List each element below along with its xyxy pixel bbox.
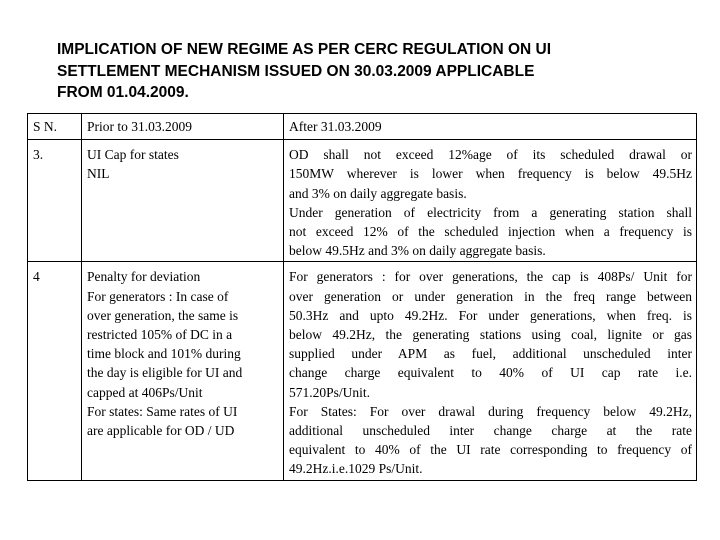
cell-line: are applicable for OD / UD <box>87 423 235 439</box>
cell-line: supplied under APM as fuel, additional unscheduled inter <box>289 346 692 362</box>
cell-line: over generation or under generation in the freq range between <box>289 288 692 304</box>
row-prior-cell <box>82 262 284 480</box>
cell-line: and 3% on daily aggregate basis. <box>289 185 467 201</box>
cell-line: over generation, the same is <box>87 307 239 323</box>
regulation-table <box>27 113 697 481</box>
cell-line: For states: Same rates of UI <box>87 403 238 419</box>
cell-line: 150MW wherever is lower when frequency is below 49.5Hz <box>289 166 692 182</box>
cell-line: restricted 105% of DC in a <box>87 327 233 343</box>
cell-line: 50.3Hz and upto 49.2Hz. For under generations, when freq. is <box>289 307 692 323</box>
row-after-cell <box>284 262 697 480</box>
cell-line: UI Cap for states <box>87 147 179 163</box>
cell-line: For States: For over drawal during frequency below 49.2Hz, <box>289 403 692 419</box>
cell-line: Under generation of electricity from a generating station shall <box>289 204 692 220</box>
cell-line: additional unscheduled inter change charge at the rate <box>289 423 692 439</box>
cell-line: capped at 406Ps/Unit <box>87 384 203 400</box>
cell-line: not exceed 12% of the scheduled injection when a frequency is <box>289 224 692 240</box>
row-sn: 4 <box>28 262 82 480</box>
cell-line: equivalent to 40% of the UI rate corresponding to frequency of <box>289 442 692 458</box>
header-sn: S N. <box>28 114 82 140</box>
cell-line: OD shall not exceed 12%age of its scheduled drawal or <box>289 147 692 163</box>
table-header-row <box>28 114 697 140</box>
title-line: IMPLICATION OF NEW REGIME AS PER CERC REGULATION ON UI <box>57 41 551 58</box>
cell-line: For generators : In case of <box>87 288 229 304</box>
cell-line: Penalty for deviation <box>87 269 201 285</box>
cell-line: time block and 101% during <box>87 346 241 362</box>
cell-line: 49.2Hz.i.e.1029 Ps/Unit. <box>289 461 423 477</box>
table-row <box>28 262 697 480</box>
cell-line: NIL <box>87 166 110 182</box>
document-title <box>57 39 677 104</box>
cell-line: below 49.5Hz and 3% on daily aggregate basis. <box>289 243 546 259</box>
cell-line: change charge equivalent to 40% of UI cap rate i.e. <box>289 365 692 381</box>
cell-line: the day is eligible for UI and <box>87 365 243 381</box>
cell-line: For generators : for over generations, the cap is 408Ps/ Unit for <box>289 269 692 285</box>
header-prior: Prior to 31.03.2009 <box>82 114 284 140</box>
row-sn: 3. <box>28 140 82 262</box>
row-after-cell <box>284 140 697 262</box>
title-line: SETTLEMENT MECHANISM ISSUED ON 30.03.2009 APPLICABLE <box>57 62 535 80</box>
cell-line: below 49.2Hz, the generating stations using coal, lignite or gas <box>289 327 692 343</box>
cell-line: 571.20Ps/Unit. <box>289 384 371 400</box>
row-prior-cell <box>82 140 284 262</box>
table-row <box>28 140 697 262</box>
title-line: FROM 01.04.2009. <box>57 84 189 101</box>
header-after: After 31.03.2009 <box>284 114 697 140</box>
